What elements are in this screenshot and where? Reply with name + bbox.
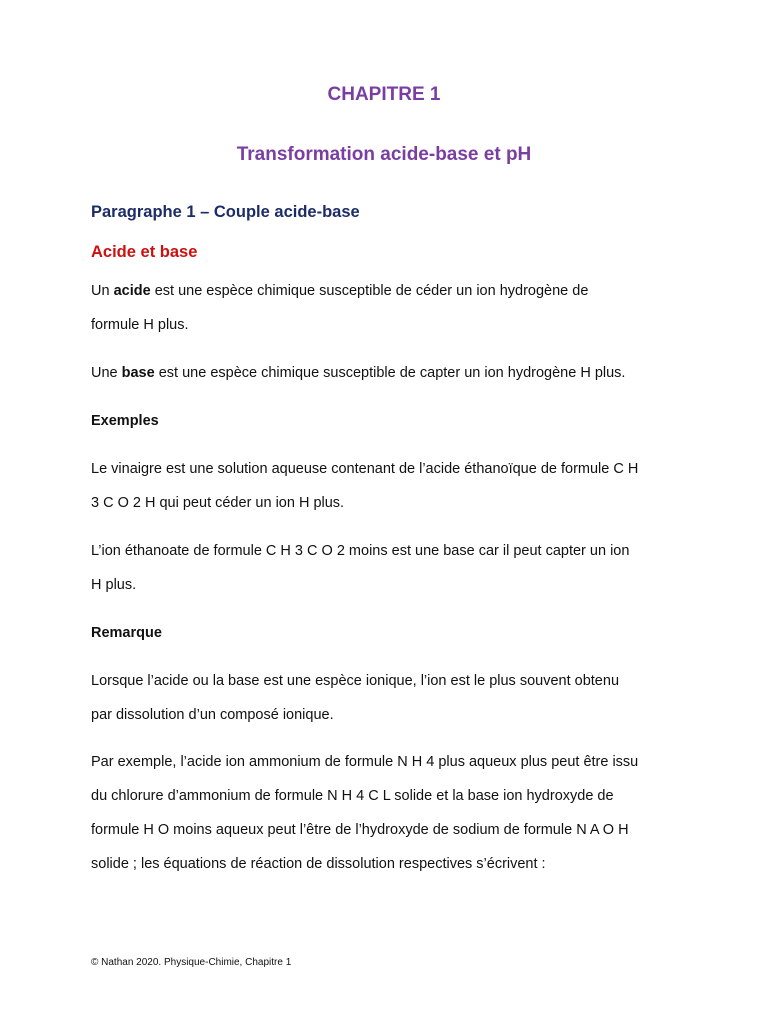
chapter-label: CHAPITRE 1 xyxy=(327,84,441,105)
ethanoate-example-line-2: H plus. xyxy=(91,577,137,593)
acid-term: acide xyxy=(113,283,151,299)
page-title: Transformation acide-base et pH xyxy=(236,144,532,165)
acid-definition-prefix: Un xyxy=(91,283,114,299)
base-definition-prefix: Une xyxy=(91,365,122,381)
base-definition-line-1 xyxy=(91,356,691,390)
ammonium-example xyxy=(91,745,691,881)
ethanoate-example xyxy=(91,534,691,602)
examples-label: Exemples xyxy=(91,413,159,429)
vinegar-example xyxy=(91,452,691,520)
acid-definition-line-2: formule H plus. xyxy=(91,317,189,333)
vinegar-example-line-2: 3 C O 2 H qui peut céder un ion H plus. xyxy=(91,495,345,511)
acid-definition-line-1 xyxy=(91,274,691,308)
remark-label: Remarque xyxy=(91,625,162,641)
section-subheading: Acide et base xyxy=(91,243,198,261)
paragraph-heading: Paragraphe 1 – Couple acide-base xyxy=(91,203,360,221)
ammonium-example-line-3: formule H O moins aqueux peut l’être de l’hydroxyde de sodium de formule N A O H xyxy=(91,822,629,838)
ammonium-example-line-4: solide ; les équations de réaction de dissolution respectives s’écrivent : xyxy=(91,856,546,872)
ionic-species-remark-line-2: par dissolution d’un composé ionique. xyxy=(91,707,334,723)
ionic-species-remark xyxy=(91,664,691,732)
ethanoate-example-line-1: L’ion éthanoate de formule C H 3 C O 2 moins est une base car il peut capter un ion xyxy=(91,543,630,559)
copyright-footer: © Nathan 2020. Physique-Chimie, Chapitre 1 xyxy=(91,957,292,968)
ionic-species-remark-line-1: Lorsque l’acide ou la base est une espèce ionique, l’ion est le plus souvent obtenu xyxy=(91,673,620,689)
base-definition-rest: est une espèce chimique susceptible de capter un ion hydrogène H plus. xyxy=(154,365,626,381)
base-term: base xyxy=(121,365,155,381)
ammonium-example-line-1: Par exemple, l’acide ion ammonium de formule N H 4 plus aqueux plus peut être issu xyxy=(91,754,639,770)
vinegar-example-line-1: Le vinaigre est une solution aqueuse contenant de l’acide éthanoïque de formule C H xyxy=(91,461,639,477)
base-definition xyxy=(91,356,691,390)
ammonium-example-line-2: du chlorure d’ammonium de formule N H 4 C L solide et la base ion hydroxyde de xyxy=(91,788,614,804)
acid-definition xyxy=(91,274,691,342)
acid-definition-rest: est une espèce chimique susceptible de céder un ion hydrogène de xyxy=(150,283,589,299)
